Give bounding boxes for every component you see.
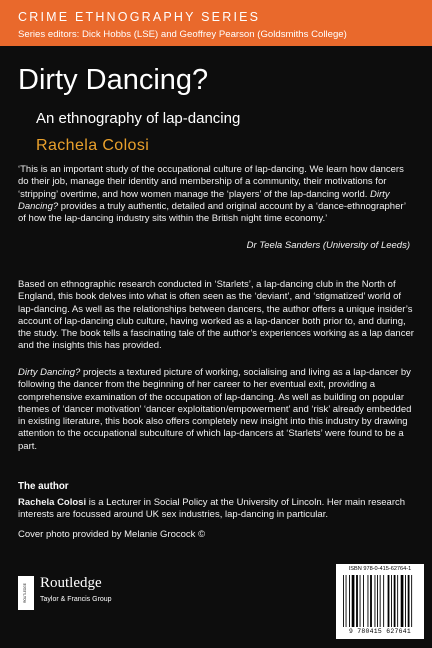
para2-text: projects a textured picture of working, socialising and living as a lap-dancer by following the dancer from the beginning of her career to her eventual exit, providing a comprehensive examination of the occupation of lap-dancing. As well as building on popular themes of ‘dancer motivation’ ‘dancer exploitation/empowerment’ and ‘risk’ already embedded in existing literature, this book also offers completely new insight into this industry by drawing attention to the occupational subculture of which lap-dancers at ‘Starlets’ were found to be a part.: [18, 367, 412, 452]
isbn-label: ISBN 978-0-415-62764-1: [348, 566, 412, 572]
series-title: CRIME ETHNOGRAPHY SERIES: [18, 10, 261, 24]
publisher-group: Taylor & Francis Group: [40, 596, 112, 603]
author-bio: [18, 497, 416, 522]
barcode-icon: [342, 575, 418, 627]
series-editors: Series editors: Dick Hobbs (LSE) and Geoffrey Pearson (Goldsmiths College): [18, 29, 347, 40]
series-header-band: [0, 0, 432, 46]
endorsement-text-1: ‘This is an important study of the occupational culture of lap-dancing. We learn how dancers do their job, manage their identity and membership of a community, their motivations for ‘stripping’ overtime, and how women manage the ‘players’ of the lap-dancing world.: [18, 164, 404, 200]
endorsement-title-ref: Dirty Dancing?: [18, 188, 390, 212]
endorsement-text-2: provides a truly authentic, detailed and original account by a ‘dance-ethnographer’ of how the lap-dancing industry sits within the British night time economy.’: [18, 200, 406, 225]
publisher-logo: [18, 574, 148, 618]
routledge-r-icon: [18, 576, 34, 610]
endorsement-quote: [18, 164, 416, 225]
description-paragraph-2: [18, 367, 416, 453]
barcode-digits: 9 780415 627641: [348, 628, 412, 635]
description-paragraph-1: Based on ethnographic research conducted in ‘Starlets’, a lap-dancing club in the North of England, this book delves into what is often seen as the ‘deviant’, and ‘stigmatized’ world of lap-dancing. As well as the relationships between dancers, the author offers a unique insider’s account of lap-dancing club culture, having worked as a lap-dancer both prior to, and during, the study. The book tells a fascinating tale of the author’s experiences working as a lap dancer and the insights this has provided.: [18, 279, 414, 352]
logo-vertical-text: ROUTLEDGE: [23, 583, 27, 603]
para2-title-ref: Dirty Dancing?: [18, 367, 81, 378]
author-name: Rachela Colosi: [36, 137, 150, 154]
author-bio-name: Rachela Colosi: [18, 497, 87, 508]
endorsement-attribution: Dr Teela Sanders (University of Leeds): [246, 240, 410, 251]
cover-photo-credit: Cover photo provided by Melanie Grocock ©: [18, 529, 206, 540]
book-subtitle: An ethnography of lap-dancing: [36, 110, 241, 127]
book-title: Dirty Dancing?: [18, 64, 209, 96]
author-bio-text: is a Lecturer in Social Policy at the University of Lincoln. Her main research interests are focussed around UK sex industries, lap-dancing in particular.: [18, 497, 406, 521]
author-section-heading: The author: [18, 481, 69, 492]
isbn-barcode-box: [336, 564, 424, 639]
publisher-name: Routledge: [40, 575, 102, 591]
